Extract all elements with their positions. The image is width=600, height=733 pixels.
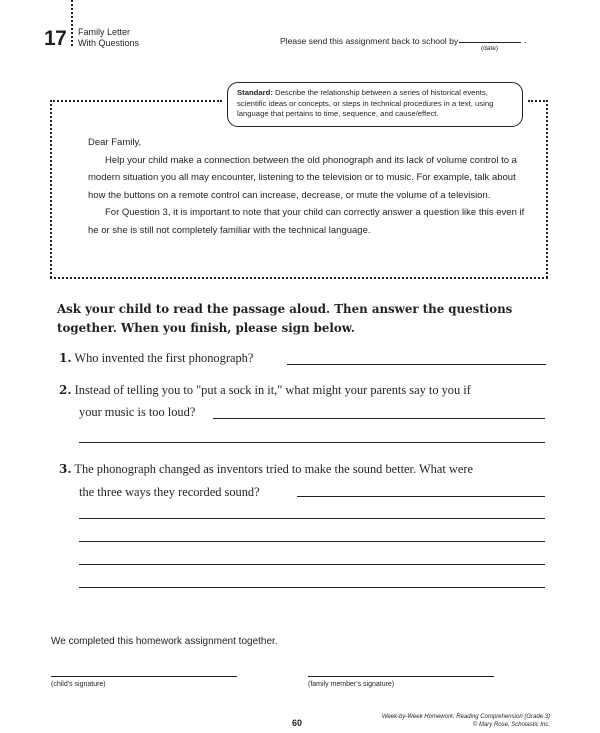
letter-paragraph-2: For Question 3, it is important to note that your child can correctly answer a question like this even if he or she is still not completely familiar with the technical language. (88, 207, 525, 236)
send-back-period: . (524, 35, 527, 45)
send-back-text: Please send this assignment back to school by (280, 36, 459, 46)
question-text: Instead of telling you to "put a sock in it," what might your parents say to you if (74, 383, 471, 397)
question-3-continued: the three ways they recorded sound? (79, 485, 260, 499)
answer-line-3c[interactable] (79, 541, 545, 542)
question-text: The phonograph changed as inventors tried to make the sound better. What were (74, 462, 473, 476)
letter-box-border-top-left (50, 100, 222, 102)
family-letter (88, 134, 528, 239)
letter-box-border-top-right (528, 100, 548, 102)
question-number: 2. (59, 383, 72, 397)
section-number: 17 (44, 27, 67, 50)
question-1 (59, 351, 253, 366)
question-2-continued: your music is too loud? (79, 405, 196, 419)
child-signature-caption: (child's signature) (51, 681, 106, 688)
section-title (78, 27, 139, 49)
question-number: 3. (59, 462, 72, 476)
answer-line-1[interactable] (287, 364, 546, 365)
completed-statement: We completed this homework assignment together. (51, 636, 278, 647)
date-caption: (date) (481, 45, 498, 52)
letter-box-border-bottom (50, 277, 548, 279)
instructions: Ask your child to read the passage aloud. Then answer the questions together. When you finish, please sign below. (57, 302, 513, 335)
question-text: Who invented the first phonograph? (74, 351, 254, 365)
child-signature-line[interactable] (51, 676, 237, 677)
standard-text: Describe the relationship between a series of historical events, scientific ideas or concepts, or steps in technical procedures in a text, using language that pertains to time, sequence, and cause/effect. (237, 88, 494, 118)
credit-line-1: Week-by-Week Homework: Reading Comprehension (Grade 3) (381, 714, 550, 720)
answer-line-3e[interactable] (79, 587, 545, 588)
answer-line-3d[interactable] (79, 564, 545, 565)
question-number: 1. (59, 351, 72, 365)
answer-line-2b[interactable] (79, 442, 545, 443)
letter-box-border-right (546, 100, 548, 278)
family-signature-caption: (family member's signature) (308, 681, 395, 688)
header-divider (71, 0, 73, 46)
letter-box-border-left (50, 100, 52, 278)
answer-line-3a[interactable] (297, 496, 545, 497)
section-title-line1: Family Letter (78, 27, 131, 37)
family-signature-line[interactable] (308, 676, 494, 677)
answer-line-2a[interactable] (213, 418, 545, 419)
question-2 (59, 383, 471, 398)
section-title-line2: With Questions (78, 38, 140, 48)
credit-line-2: © Mary Rose, Scholastic Inc. (472, 722, 550, 728)
page-number: 60 (292, 718, 303, 728)
credits (380, 713, 550, 729)
standard-box (227, 82, 523, 127)
question-3 (59, 462, 473, 477)
standard-label: Standard: (237, 88, 273, 97)
letter-paragraph-1: Help your child make a connection between the old phonograph and its lack of volume control to a modern situation you all may encounter, listening to the television or to music. For example, talk about how the buttons on a remote control can increase, decrease, or mute the volume of a television. (88, 154, 517, 201)
letter-greeting: Dear Family, (88, 137, 142, 148)
date-field[interactable] (459, 42, 521, 43)
answer-line-3b[interactable] (79, 518, 545, 519)
